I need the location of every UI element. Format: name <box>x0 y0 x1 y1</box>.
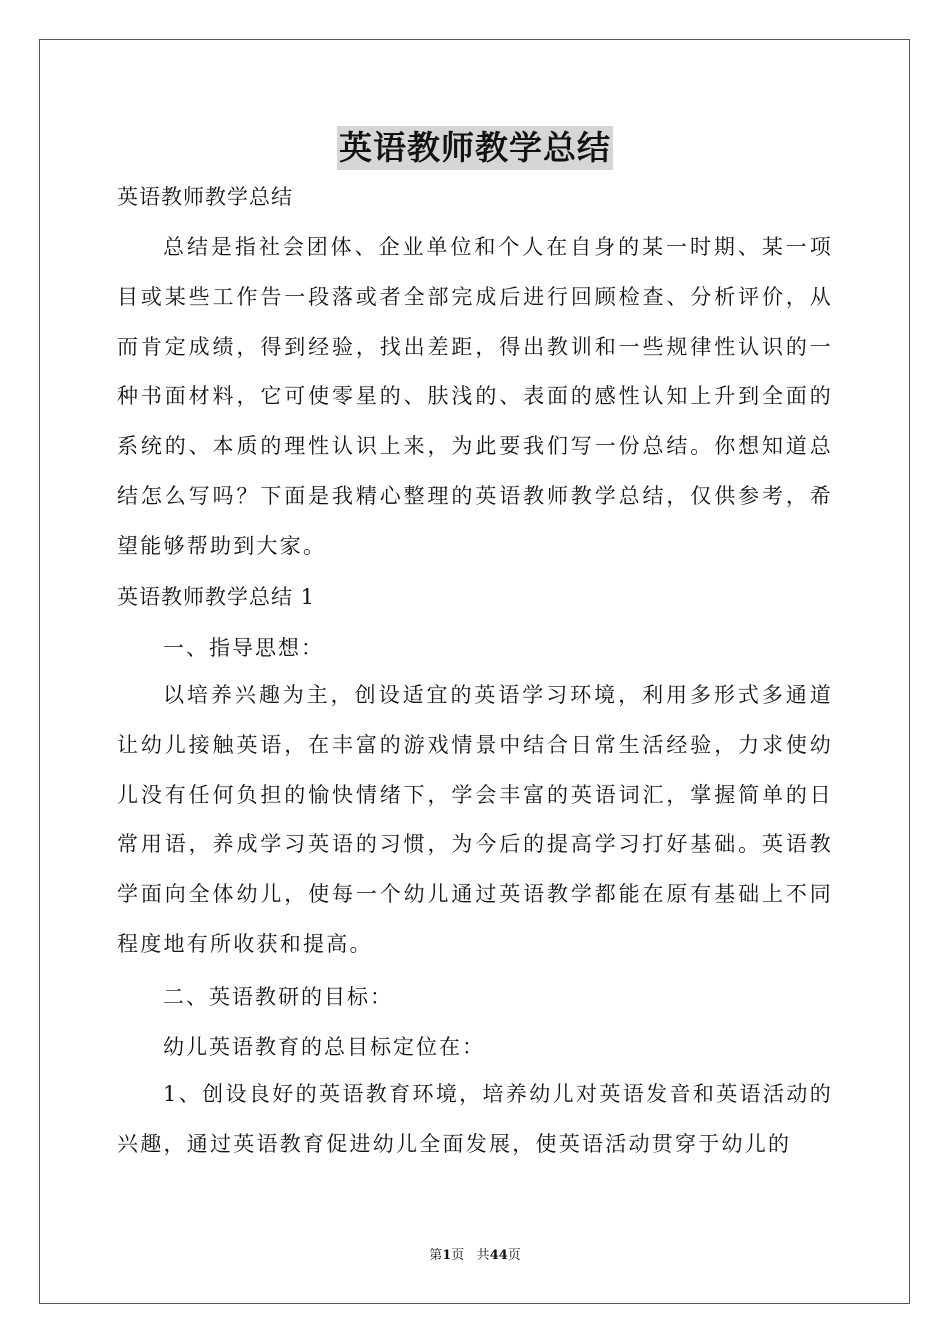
section-heading: 英语教师教学总结 1 <box>117 585 316 609</box>
total-suffix: 页 <box>507 1248 521 1263</box>
part-2-heading: 二、英语教研的目标： <box>163 985 393 1009</box>
part-2-intro: 幼儿英语教育的总目标定位在： <box>163 1035 485 1059</box>
page-footer <box>0 1247 950 1265</box>
part-1-paragraph: 以培养兴趣为主，创设适宜的英语学习环境，利用多形式多通道让幼儿接触英语，在丰富的游戏情景中结合日常生活经验，力求使幼儿没有任何负担的愉快情绪下，学会丰富的英语词汇，掌握简单的日常用语，养成学习英语的习惯，为今后的提高学习打好基础。英语教学面向全体幼儿，使每一个幼儿通过英语教学都能在原有基础上不同程度地有所收获和提高。 <box>117 683 833 956</box>
page-suffix: 页 <box>451 1248 465 1263</box>
total-prefix: 共 <box>476 1248 490 1263</box>
page-prefix: 第 <box>429 1248 443 1263</box>
goal-1-paragraph: 1、创设良好的英语教育环境，培养幼儿对英语发音和英语活动的兴趣，通过英语教育促进幼儿全面发展，使英语活动贯穿于幼儿的 <box>117 1082 833 1156</box>
total-pages: 44 <box>489 1248 508 1263</box>
document-subtitle: 英语教师教学总结 <box>117 185 293 209</box>
document-title: 英语教师教学总结 <box>117 126 833 170</box>
part-1-heading: 一、指导思想： <box>163 636 324 660</box>
page-number: 1 <box>442 1248 452 1263</box>
intro-paragraph: 总结是指社会团体、企业单位和个人在自身的某一时期、某一项目或某些工作告一段落或者全部完成后进行回顾检查、分析评价，从而肯定成绩，得到经验，找出差距，得出教训和一些规律性认识的一种书面材料，它可使零星的、肤浅的、表面的感性认知上升到全面的系统的、本质的理性认识上来，为此要我们写一份总结。你想知道总结怎么写吗？下面是我精心整理的英语教师教学总结，仅供参考，希望能够帮助到大家。 <box>117 235 833 558</box>
